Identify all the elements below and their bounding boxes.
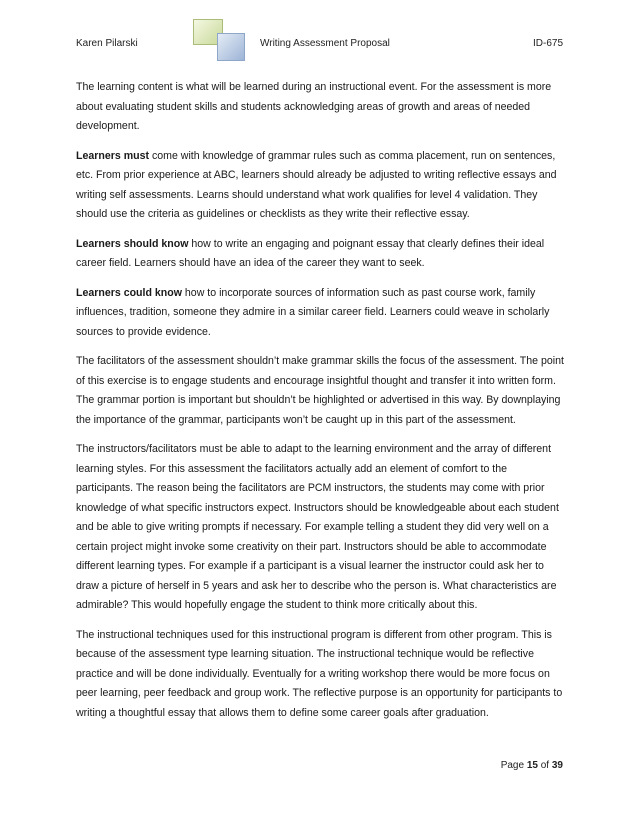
paragraph-text: The instructional techniques used for this instructional program is different from other program. This is because of the assessment type learning situation. The instructional technique would be reflective practice and will be done individually. Eventually for a writing workshop there would be more focus on peer learning, peer feedback and group work. The reflective purpose is an opportunity for participants to writing a thoughtful essay that allows them to define some career goals after graduation. [76, 628, 563, 719]
paragraph [76, 284, 564, 343]
paragraph [76, 147, 564, 225]
header-id: ID-675 [532, 38, 563, 49]
paragraph [76, 440, 564, 616]
paragraph-text: come with knowledge of grammar rules such as comma placement, run on sentences, etc. From prior experience at ABC, learners should already be adjusted to writing reflective essays and writing self assessments. Learns should understand what work qualifies for level 4 validation. They should use the criteria as guidelines or checklists as they write their reflective essay. [76, 149, 557, 220]
paragraph [76, 352, 564, 430]
header-title: Writing Assessment Proposal [260, 38, 390, 49]
page-number: 15 [526, 760, 538, 771]
paragraph-text: The instructors/facilitators must be able to adapt to the learning environment and the array of different learning styles. For this assessment the facilitators actually add an element of comfort to the participants. The reason being the facilitators are PCM instructors, the students may come with prior knowledge of what specific instructors expect. Instructors should be knowledgeable about each student and be able to give writing prompts if necessary. For example telling a student they did very well on a certain project might invoke some creativity on their part. Instructors should be able to accommodate different learning types. For example if a participant is a visual learner the instructor could ask her to draw a picture of herself in 5 years and ask her to describe who the person is. What characteristics are admirable? This would hopefully engage the student to think more critically about this. [76, 443, 559, 611]
page-total: 39 [551, 760, 563, 771]
header-author: Karen Pilarski [76, 38, 138, 49]
paragraph-text: how to write an engaging and poignant essay that clearly defines their ideal career field. Learners should have an idea of the career they want to seek. [76, 237, 545, 269]
paragraph-lead: Learners must [76, 149, 150, 162]
paragraph-lead: Learners should know [76, 237, 189, 250]
page-footer [501, 760, 563, 771]
page-of-label: of [537, 760, 552, 771]
page-label: Page [500, 760, 527, 771]
page-header [76, 38, 563, 54]
paragraph [76, 626, 564, 724]
paragraph-text: The facilitators of the assessment shouldn’t make grammar skills the focus of the assessment. The point of this exercise is to engage students and encourage insightful thought and transfer it into written form. The grammar portion is important but shouldn’t be highlighted or advertised in this way. By downplaying the importance of the grammar, participants won’t be caught up in this part of the assessment. [76, 355, 564, 426]
document-body [76, 78, 564, 733]
paragraph [76, 235, 564, 274]
paragraph [76, 78, 564, 137]
paragraph-text: how to incorporate sources of information such as past course work, family influences, tradition, someone they admire in a similar career field. Learners could weave in scholarly sources to provide evidence. [76, 286, 550, 338]
paragraph-text: The learning content is what will be learned during an instructional event. For the assessment is more about evaluating student skills and students acknowledging areas of growth and areas of needed development. [76, 81, 552, 132]
paragraph-lead: Learners could know [76, 286, 182, 299]
